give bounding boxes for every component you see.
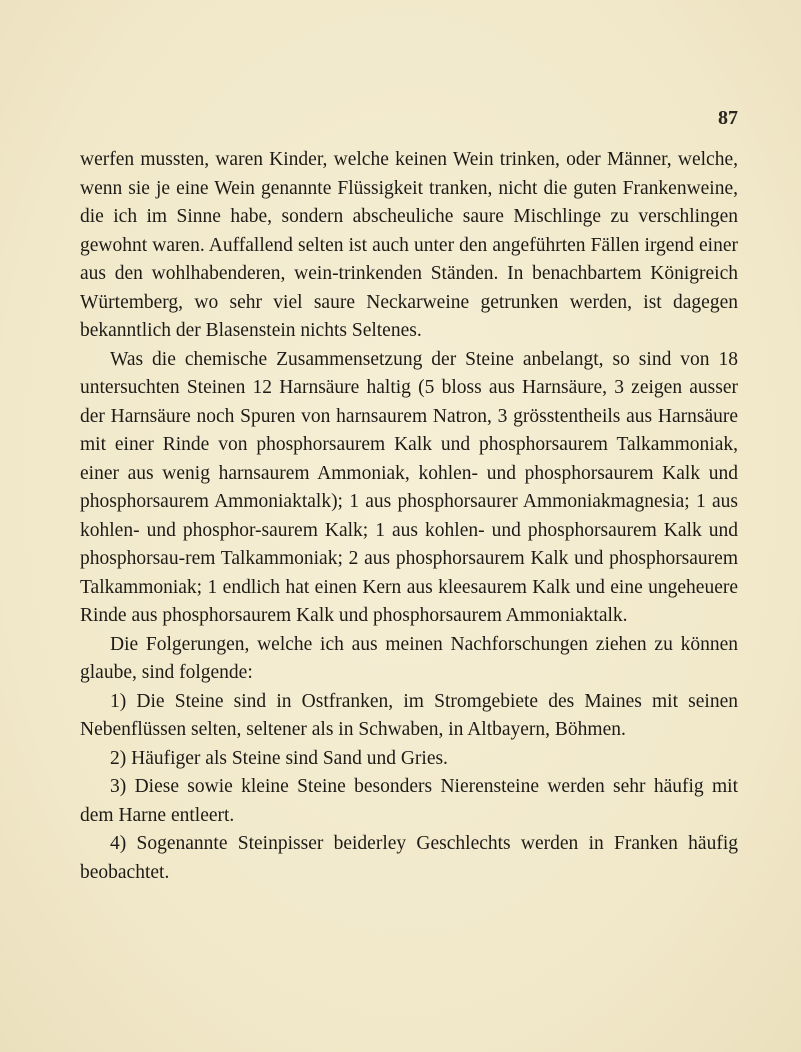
conclusion-item-2: 2) Häufiger als Steine sind Sand und Gries. [110, 747, 448, 769]
paragraph-3: Die Folgerungen, welche ich aus meinen Nachforschungen ziehen zu können glaube, sind folgende: [80, 633, 738, 683]
paragraph-2: Was die chemische Zusammensetzung der Steine anbelangt, so sind von 18 untersuchten Steinen 12 Harnsäure haltig (5 bloss aus Harnsäure, 3 zeigen ausser der Harnsäure noch Spuren von harnsaurem Natron, 3 grösstentheils aus Harnsäure mit einer Rinde von phosphorsaurem Kalk und phosphorsaurem Talkammoniak, einer aus wenig harnsaurem Ammoniak, kohlen- und phosphorsaurem Kalk und phosphorsaurem Ammoniaktalk); 1 aus phosphorsaurer Ammoniakmagnesia; 1 aus kohlen- und phosphor-saurem Kalk; 1 aus kohlen- und phosphorsaurem Kalk und phosphorsau-rem Talkammoniak; 2 aus phosphorsaurem Kalk und phosphorsaurem Talkammoniak; 1 endlich hat einen Kern aus kleesaurem Kalk und eine ungeheuere Rinde aus phosphorsaurem Kalk und phosphorsaurem Ammoniaktalk. [80, 348, 738, 626]
page-number: 87 [718, 107, 738, 129]
conclusion-item-3: 3) Diese sowie kleine Steine besonders Nierensteine werden sehr häufig mit dem Harne entleert. [80, 776, 738, 826]
conclusion-item-1: 1) Die Steine sind in Ostfranken, im Stromgebiete des Maines mit seinen Nebenflüssen selten, seltener als in Schwaben, in Altbayern, Böhmen. [80, 690, 738, 740]
paragraph-1: werfen mussten, waren Kinder, welche keinen Wein trinken, oder Männer, welche, wenn sie je eine Wein genannte Flüssigkeit tranken, nicht die guten Frankenweine, die ich im Sinne habe, sondern abscheuliche saure Mischlinge zu verschlingen gewohnt waren. Auffallend selten ist auch unter den angeführten Fällen irgend einer aus den wohlhabenderen, wein-trinkenden Ständen. In benachbartem Königreich Würtemberg, wo sehr viel saure Neckarweine getrunken werden, ist dagegen bekanntlich der Blasenstein nichts Seltenes. [80, 149, 738, 341]
body-text [80, 146, 738, 887]
conclusion-item-4: 4) Sogenannte Steinpisser beiderley Geschlechts werden in Franken häufig beobachtet. [80, 833, 738, 883]
